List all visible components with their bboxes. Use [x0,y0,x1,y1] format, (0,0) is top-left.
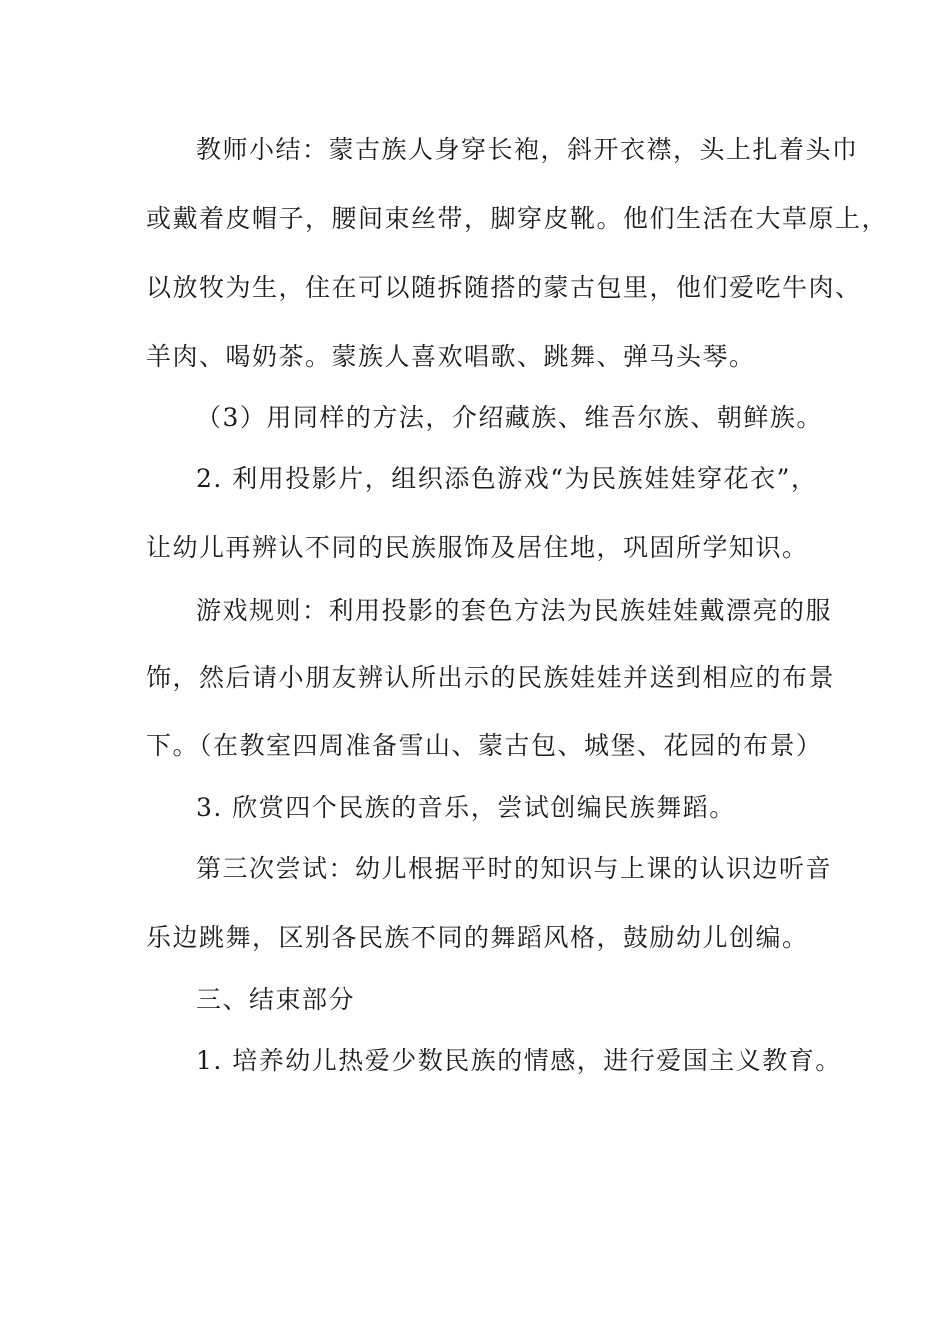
ending-item-1: 1. 培养幼儿热爱少数民族的情感，进行爱国主义教育。 [196,1046,842,1075]
game-rules-line-2: 饰，然后请小朋友辨认所出示的民族娃娃并送到相应的布景 [146,663,836,692]
item-3-music: 3. 欣赏四个民族的音乐，尝试创编民族舞蹈。 [196,793,736,822]
third-attempt-line-2: 乐边跳舞，区别各民族不同的舞蹈风格，鼓励幼儿创编。 [146,923,809,952]
game-rules-line-1: 游戏规则：利用投影的套色方法为民族娃娃戴漂亮的服 [196,596,833,625]
paragraph-teacher-summary-line-2: 或戴着皮帽子，腰间束丝带，脚穿皮靴。他们生活在大草原上， [146,204,889,233]
paragraph-teacher-summary-line-4: 羊肉、喝奶茶。蒙族人喜欢唱歌、跳舞、弹马头琴。 [146,342,756,371]
item-2-projection-line-1: 2. 利用投影片，组织添色游戏“为民族娃娃穿花衣”， [196,464,818,493]
paragraph-teacher-summary-line-3: 以放牧为生，住在可以随拆随搭的蒙古包里，他们爱吃牛肉、 [146,273,862,302]
item-2-projection-line-2: 让幼儿再辨认不同的民族服饰及居住地，巩固所学知识。 [146,533,809,562]
section-heading-ending: 三、结束部分 [196,985,356,1014]
game-rules-line-3: 下。（在教室四周准备雪山、蒙古包、城堡、花园的布景） [146,731,823,760]
third-attempt-line-1: 第三次尝试：幼儿根据平时的知识与上课的认识边听音 [196,854,833,883]
step-3-same-method: （3）用同样的方法，介绍藏族、维吾尔族、朝鲜族。 [196,403,823,432]
paragraph-teacher-summary-line-1: 教师小结：蒙古族人身穿长袍，斜开衣襟，头上扎着头巾 [196,135,859,164]
